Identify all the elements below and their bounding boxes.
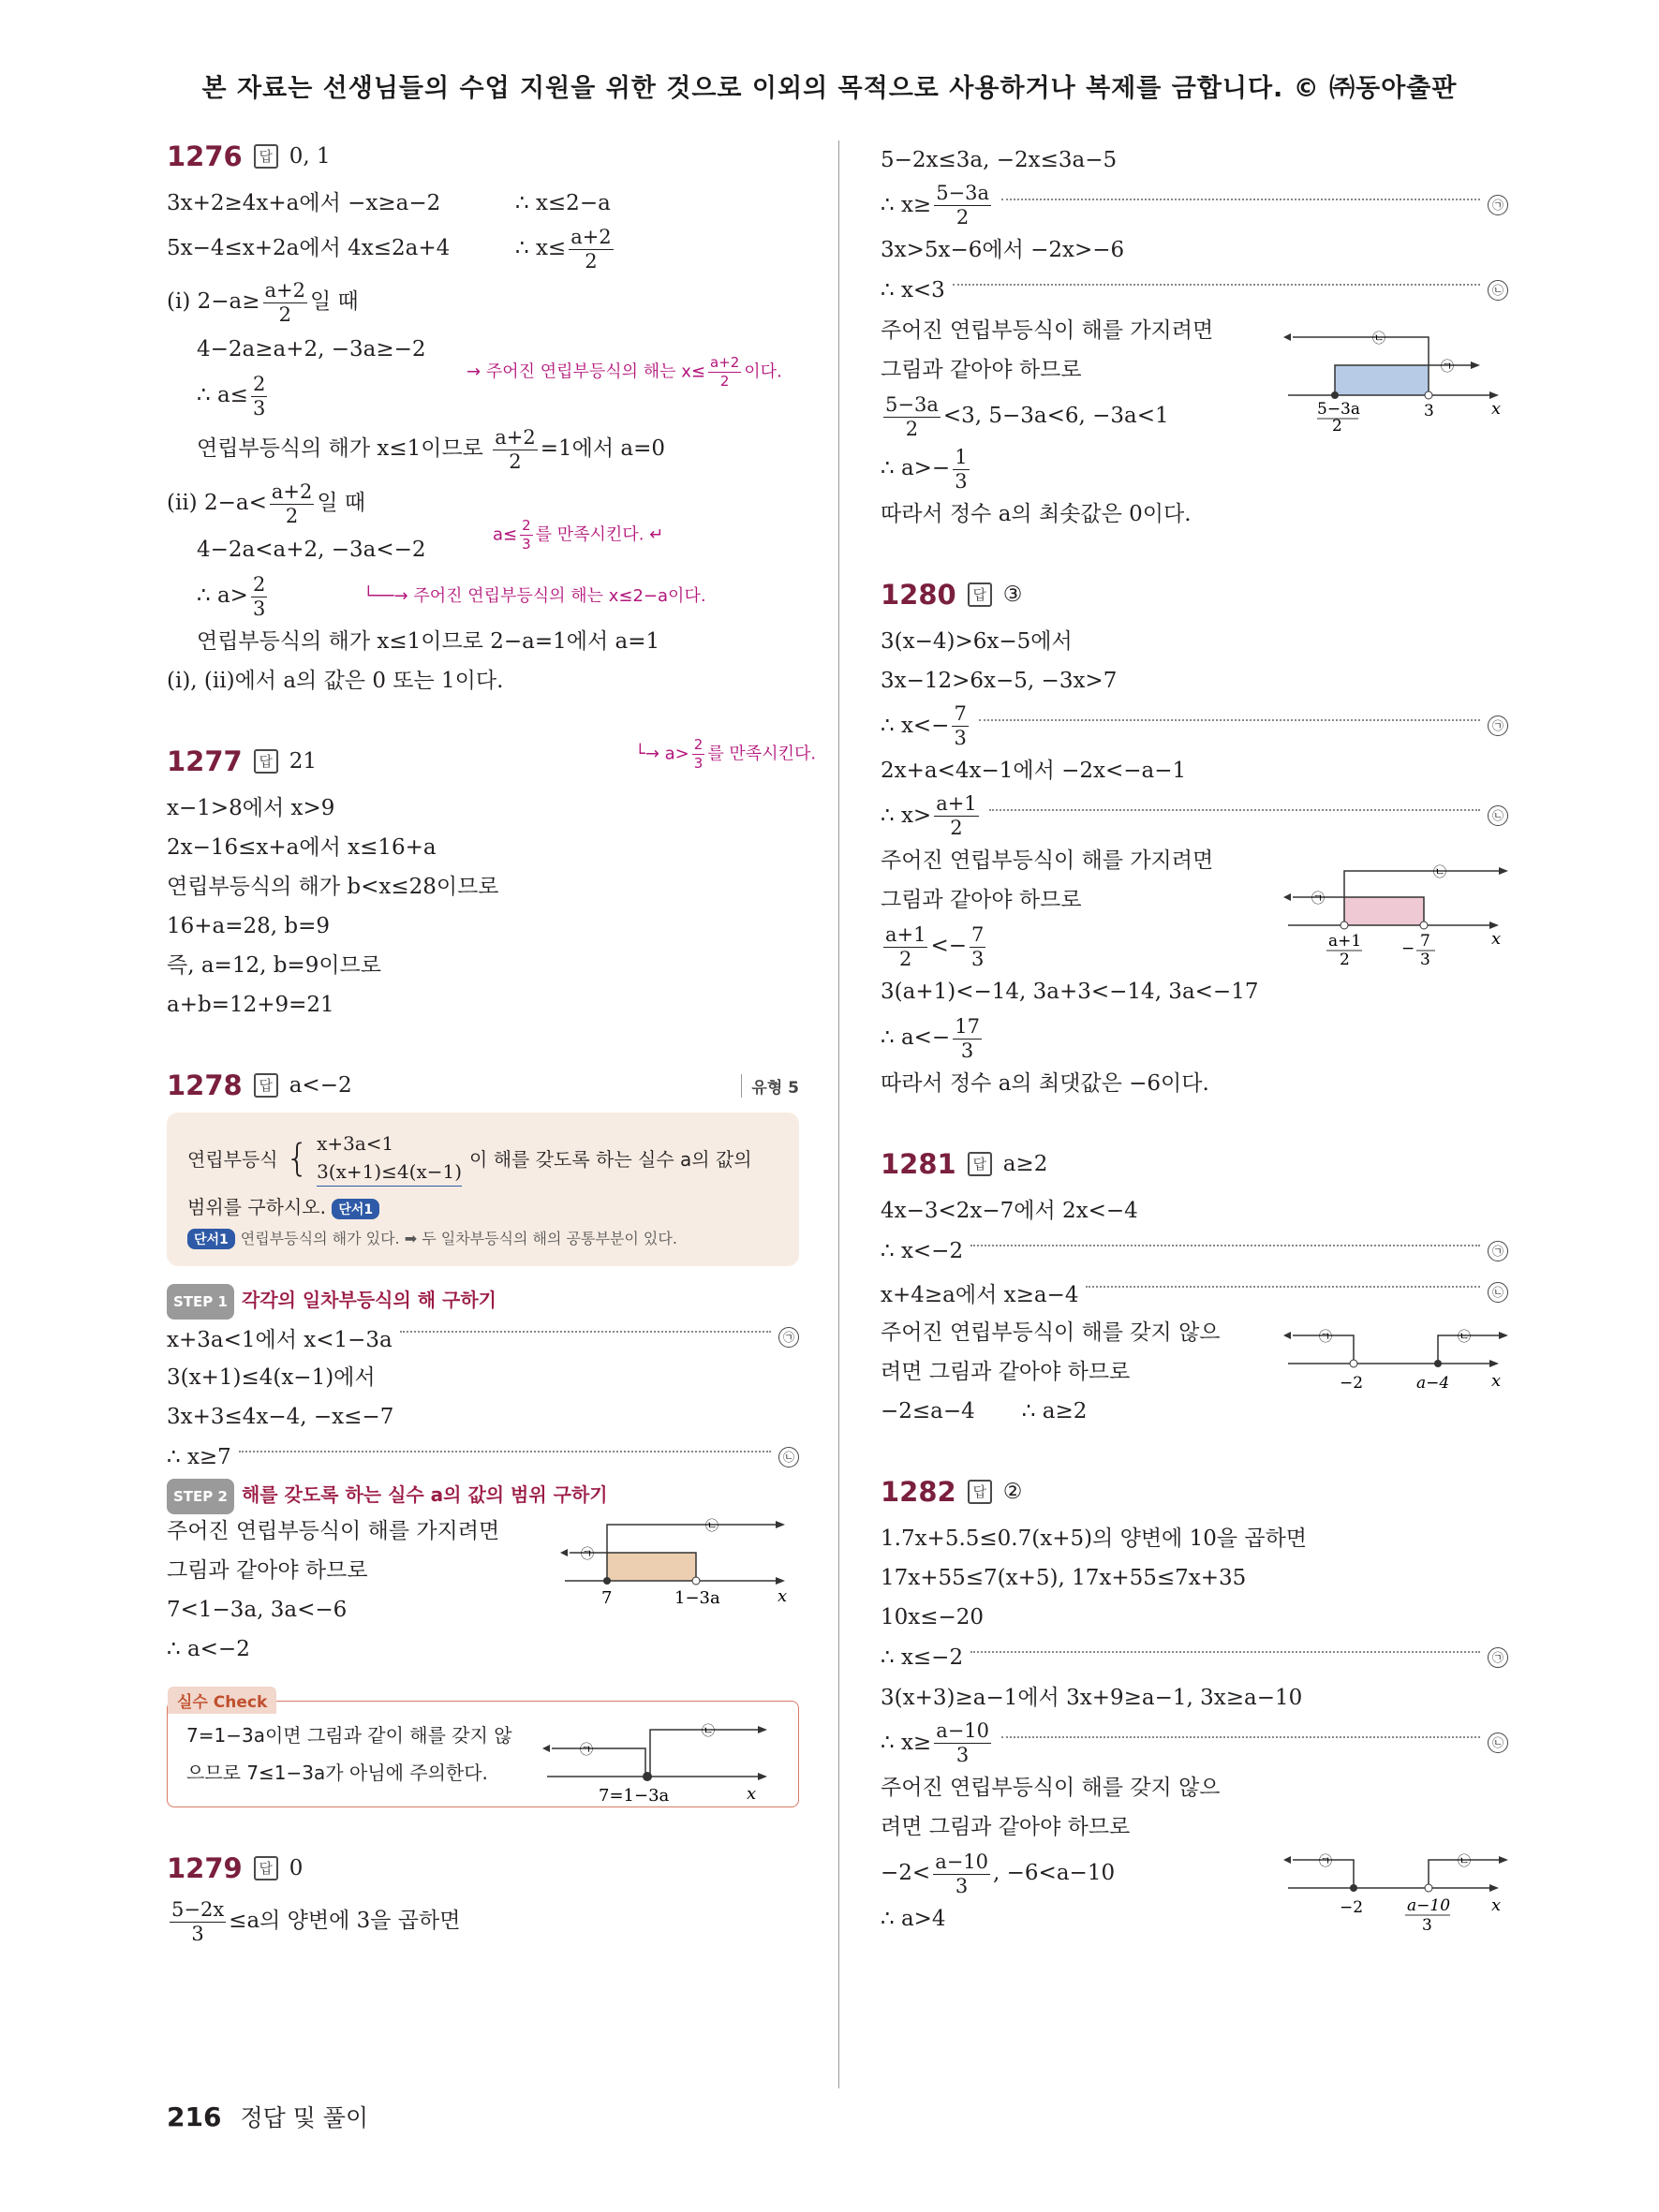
- svg-text:x: x: [778, 1586, 788, 1606]
- annotation-note: └──→ 주어진 연립부등식의 해는 x≤2−a이다.: [363, 586, 706, 606]
- hint-text: 단서1 연립부등식의 해가 있다. ➡ 두 일차부등식의 해의 공통부분이 있다.: [187, 1227, 778, 1249]
- svg-text:1−3a: 1−3a: [674, 1588, 720, 1608]
- svg-text:㉠: ㉠: [580, 1743, 593, 1758]
- svg-text:x: x: [1491, 929, 1502, 949]
- annotation-note: └→ a> $\frac{2}{3}$ 를 만족시킨다.: [635, 736, 817, 772]
- mark-b: ㉡: [778, 1447, 799, 1467]
- caution-check-box: 실수 Check 7=1−3a이면 그림과 같이 해를 갖지 않 으므로 7≤1−3a가 아님에 주의한다. 7=1−3a x ㉠ ㉡: [167, 1701, 799, 1807]
- answer-badge: 답: [254, 1856, 278, 1880]
- solution-line: 2x+a<4x−1에서 −2x<−a−1: [881, 759, 1187, 783]
- check-label: 실수 Check: [168, 1687, 276, 1714]
- answer-badge: 답: [968, 1480, 992, 1504]
- solution-conclusion: 따라서 정수 a의 최솟값은 0이다.: [881, 502, 1192, 526]
- svg-text:7: 7: [1420, 932, 1430, 951]
- solution-line: 16+a=28, b=9: [167, 914, 331, 938]
- hint-tag: 단서1: [332, 1199, 379, 1219]
- problem-header: [167, 1852, 799, 1884]
- solution-conclusion: 따라서 정수 a의 최댓값은 −6이다.: [881, 1071, 1209, 1096]
- problem-1280: [881, 579, 1508, 1103]
- solution-line: 그림과 같아야 하므로: [167, 1558, 368, 1583]
- answer-value: 0, 1: [289, 144, 331, 169]
- solution-line: −2< $\frac{a-10}{3}$ , −6<a−10: [881, 1850, 1116, 1897]
- svg-text:2: 2: [1332, 417, 1342, 431]
- problem-1279-continued: [881, 140, 1508, 534]
- solution-line: 10x≤−20: [881, 1605, 985, 1630]
- copyright-banner: 본 자료는 선생님들의 수업 지원을 위한 것으로 이외의 목적으로 사용하거나 복제를 금합니다. © ㈜동아출판: [201, 74, 1458, 103]
- case-1-heading: (i) 2−a≥ $\frac{a+2}{2}$ 일 때: [167, 278, 359, 326]
- number-line-figure: [1283, 328, 1508, 431]
- solution-line: ∴ a> $\frac{2}{3}$: [197, 572, 266, 620]
- solution-line: $\frac{5-2x}{3}$ ≤a의 양변에 3을 곱하면: [171, 1897, 461, 1945]
- svg-text:㉡: ㉡: [705, 1519, 718, 1534]
- svg-text:3: 3: [1420, 951, 1430, 969]
- case-2-heading: (ii) 2−a< $\frac{a+2}{2}$ 일 때: [167, 479, 366, 527]
- svg-text:a−4: a−4: [1416, 1374, 1450, 1393]
- solution-line: 주어진 연립부등식이 해를 가지려면: [881, 848, 1214, 873]
- solution-line: ∴ x<−2 ㉠: [881, 1231, 1508, 1272]
- answer-value: 21: [289, 749, 317, 774]
- svg-text:a+1: a+1: [1328, 932, 1362, 951]
- solution-line: ∴ x≤−2 ㉠: [881, 1637, 1508, 1678]
- solution-line: ∴ x<− $\frac{7}{3}$ ㉠: [881, 700, 1508, 751]
- svg-text:3: 3: [1424, 402, 1434, 420]
- solution-line: 그림과 같아야 하므로: [881, 358, 1082, 382]
- answer-badge: 답: [254, 1073, 278, 1098]
- answer-value: a<−2: [289, 1073, 352, 1098]
- svg-text:−2: −2: [1340, 1898, 1364, 1917]
- svg-text:−2: −2: [1340, 1374, 1364, 1393]
- problem-header: [167, 140, 799, 172]
- number-line-figure: [1283, 1832, 1508, 1935]
- svg-text:7: 7: [601, 1588, 613, 1608]
- problem-number: 1276: [167, 140, 243, 172]
- answer-badge: 답: [254, 749, 278, 774]
- problem-1281: [881, 1148, 1508, 1431]
- svg-text:㉡: ㉡: [1458, 1854, 1471, 1869]
- problem-number: 1279: [167, 1852, 243, 1884]
- problem-number: 1280: [881, 579, 956, 611]
- solution-line: 3x+3≤4x−4, −x≤−7: [167, 1405, 394, 1429]
- svg-text:㉠: ㉠: [1311, 892, 1325, 907]
- answer-value: ③: [1002, 582, 1023, 607]
- svg-text:㉠: ㉠: [1319, 1330, 1332, 1345]
- solution-line: −2≤a−4 ∴ a≥2: [881, 1399, 1088, 1423]
- problem-number: 1278: [167, 1069, 243, 1101]
- annotation-note: a≤ $\frac{2}{3}$ 를 만족시킨다. ↵: [493, 517, 664, 553]
- answer-value: a≥2: [1002, 1152, 1048, 1176]
- svg-text:7=1−3a: 7=1−3a: [599, 1786, 670, 1805]
- solution-line: 17x+55≤7(x+5), 17x+55≤7x+35: [881, 1566, 1247, 1590]
- solution-line: 4−2a<a+2, −3a<−2: [197, 538, 426, 562]
- page-number: 216: [167, 2101, 222, 2132]
- answer-value: 0: [289, 1856, 304, 1880]
- svg-text:2: 2: [1340, 951, 1350, 969]
- solution-line: 즉, a=12, b=9이므로: [167, 953, 381, 978]
- solution-line: 4x−3<2x−7에서 2x<−4: [881, 1199, 1138, 1223]
- problem-header: [881, 1148, 1508, 1180]
- solution-conclusion: (i), (ii)에서 a의 값은 0 또는 1이다.: [167, 669, 504, 693]
- problem-1277: [167, 745, 799, 1025]
- svg-text:−: −: [1401, 939, 1415, 958]
- solution-line: 3(a+1)<−14, 3a+3<−14, 3a<−17: [881, 980, 1259, 1004]
- svg-text:㉡: ㉡: [1372, 332, 1385, 347]
- page-footer: [167, 2100, 368, 2133]
- svg-text:㉡: ㉡: [1433, 865, 1446, 880]
- svg-text:3: 3: [1422, 1916, 1432, 1935]
- question-box: 연립부등식 { x+3a<1 3(x+1)≤4(x−1) 이 해를 갖도록 하는 실수 a의 값의 범위를 구하시오. 단서1 단서1 연립부등식의 해가 있다. ➡ 두 일차부등식의 해의 공통부분이 있다.: [167, 1113, 799, 1266]
- mark-a: ㉠: [778, 1327, 799, 1348]
- svg-text:x: x: [1491, 399, 1502, 419]
- solution-line: 3(x+3)≥a−1에서 3x+9≥a−1, 3x≥a−10: [881, 1686, 1303, 1710]
- problem-header: [881, 1476, 1508, 1508]
- solution-line: 연립부등식의 해가 b<x≤28이므로: [167, 875, 499, 899]
- solution-conclusion: ∴ a>4: [881, 1907, 946, 1931]
- solution-line: ∴ x≥ $\frac{5-3a}{2}$ ㉠: [881, 180, 1508, 230]
- problem-header: [881, 579, 1508, 611]
- answer-badge: 답: [254, 144, 278, 169]
- column-divider: [838, 140, 839, 2088]
- solution-line: 4−2a≥a+2, −3a≥−2: [197, 337, 426, 361]
- svg-text:㉠: ㉠: [1441, 360, 1454, 375]
- solution-line: 주어진 연립부등식이 해를 가지려면: [167, 1519, 500, 1543]
- step-2-title: STEP 2 해를 갖도록 하는 실수 a의 값의 범위 구하기: [167, 1478, 799, 1512]
- solution-line: ∴ a>− $\frac{1}{3}$: [881, 445, 968, 493]
- problem-1279: [167, 1852, 799, 1946]
- solution-line: $\frac{5-3a}{2}$ <3, 5−3a<6, −3a<1: [885, 392, 1169, 440]
- answer-value: ②: [1002, 1480, 1023, 1504]
- solution-line: 그림과 같아야 하므로: [881, 888, 1082, 912]
- solution-line: 려면 그림과 같아야 하므로: [881, 1815, 1131, 1839]
- problem-type-tag: 유형 5: [741, 1074, 799, 1098]
- answer-badge: 답: [968, 582, 992, 607]
- svg-text:x: x: [747, 1784, 757, 1804]
- svg-text:x: x: [1491, 1371, 1502, 1391]
- solution-line: ∴ x> $\frac{a+1}{2}$ ㉡: [881, 790, 1508, 841]
- answer-badge: 답: [968, 1152, 992, 1176]
- left-column: [167, 140, 817, 1946]
- problem-1282: [881, 1476, 1508, 1939]
- solution-line: 3x>5x−6에서 −2x>−6: [881, 238, 1125, 262]
- solution-line: 1.7x+5.5≤0.7(x+5)의 양변에 10을 곱하면: [881, 1526, 1308, 1551]
- solution-line: 2x−16≤x+a에서 x≤16+a: [167, 835, 437, 860]
- solution-line: x+4≥a에서 x≥a−4 ㉡: [881, 1272, 1508, 1313]
- problem-number: 1282: [881, 1476, 956, 1508]
- solution-line: ∴ a<−2: [167, 1637, 250, 1661]
- footer-title: 정답 및 풀이: [240, 2104, 369, 2131]
- right-column: [881, 140, 1508, 1939]
- problem-1278: [167, 1069, 799, 1807]
- solution-line: 려면 그림과 같아야 하므로: [881, 1360, 1131, 1384]
- solution-line: 주어진 연립부등식이 해를 가지려면: [881, 318, 1214, 343]
- solution-line: ∴ x<3 ㉡: [881, 270, 1508, 311]
- svg-text:㉠: ㉠: [581, 1547, 594, 1562]
- solution-line: ∴ a≤ $\frac{2}{3}$: [197, 372, 266, 420]
- solution-line: 3x−12>6x−5, −3x>7: [881, 669, 1118, 693]
- svg-text:x: x: [1491, 1895, 1502, 1915]
- annotation-note: → 주어진 연립부등식의 해는 x≤ $\frac{a+2}{2}$ 이다.: [467, 354, 782, 390]
- check-number-line: [542, 1711, 767, 1805]
- svg-text:5−3a: 5−3a: [1317, 400, 1361, 419]
- solution-line: ∴ x≥ $\frac{a-10}{3}$ ㉡: [881, 1718, 1508, 1768]
- solution-line: x−1>8에서 x>9: [167, 796, 335, 820]
- solution-line: ∴ a<− $\frac{17}{3}$: [881, 1014, 980, 1062]
- svg-text:a−10: a−10: [1407, 1896, 1451, 1915]
- step-1-title: STEP 1 각각의 일차부등식의 해 구하기: [167, 1283, 799, 1317]
- solution-line: 5−2x≤3a, −2x≤3a−5: [881, 148, 1118, 172]
- solution-line: 연립부등식의 해가 x≤1이므로 2−a=1에서 a=1: [197, 629, 660, 654]
- problem-number: 1281: [881, 1148, 956, 1180]
- svg-text:㉠: ㉠: [1319, 1854, 1332, 1869]
- solution-line: 연립부등식의 해가 x≤1이므로 $\frac{a+2}{2}$ =1에서 a=0: [197, 425, 665, 473]
- number-line-figure: [1283, 1307, 1508, 1401]
- solution-line: 3(x+1)≤4(x−1)에서: [167, 1365, 376, 1390]
- solution-line: 주어진 연립부등식이 해를 갖지 않으: [881, 1776, 1221, 1800]
- solution-line: a+b=12+9=21: [167, 993, 334, 1017]
- problem-header: [167, 1069, 799, 1101]
- solution-line: 7<1−3a, 3a<−6: [167, 1598, 348, 1622]
- solution-line: 5x−4≤x+2a에서 4x≤2a+4 ∴ x≤ $\frac{a+2}{2}$: [167, 225, 612, 273]
- number-line-figure: [1283, 860, 1508, 972]
- svg-text:㉡: ㉡: [702, 1724, 715, 1739]
- problem-number: 1277: [167, 745, 243, 777]
- number-line-figure: [560, 1515, 794, 1609]
- solution-line: 3x+2≥4x+a에서 −x≥a−2 ∴ x≤2−a: [167, 191, 611, 215]
- solution-line: 주어진 연립부등식이 해를 갖지 않으: [881, 1320, 1221, 1345]
- solution-line: ∴ x≥7 ㉡: [167, 1437, 799, 1478]
- solution-line: $\frac{a+1}{2}$ <− $\frac{7}{3}$: [885, 922, 985, 970]
- svg-text:㉡: ㉡: [1458, 1330, 1471, 1345]
- solution-line: x+3a<1에서 x<1−3a ㉠: [167, 1317, 799, 1358]
- solution-line: 3(x−4)>6x−5에서: [881, 629, 1073, 654]
